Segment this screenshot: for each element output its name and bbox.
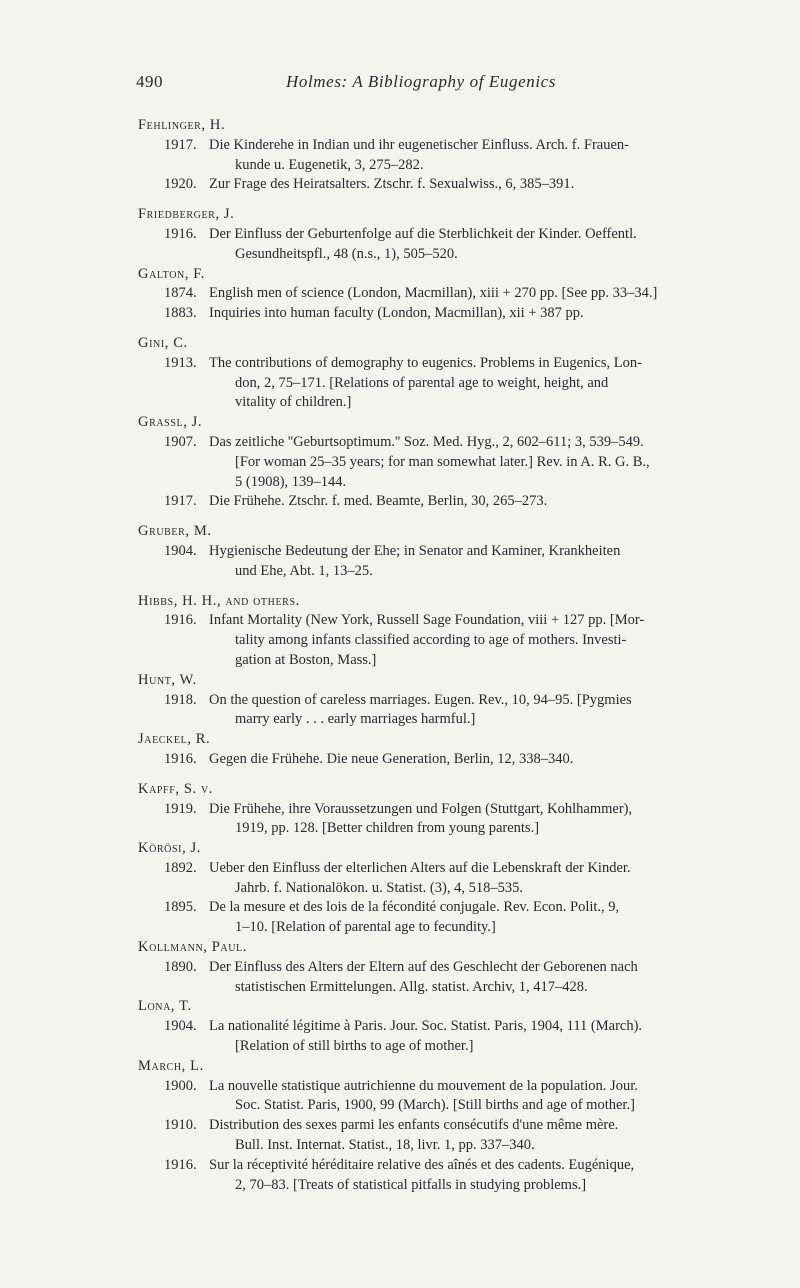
reference-text-line: statistischen Ermittelungen. Allg. statist. Archiv, 1, 417–428. <box>235 978 588 995</box>
reference-year: 1910. <box>164 1117 197 1134</box>
reference-text-line: Der Einfluss des Alters der Eltern auf des Geschlecht der Geborenen nach <box>209 958 638 975</box>
reference-year: 1913. <box>164 354 197 371</box>
reference-text-line: Die Frühehe. Ztschr. f. med. Beamte, Berlin, 30, 265–273. <box>209 493 548 510</box>
reference-text-line: tality among infants classified according to age of mothers. Investi- <box>235 632 627 649</box>
reference-year: 1904. <box>164 1018 197 1035</box>
reference-year: 1920. <box>164 176 197 193</box>
reference-item <box>164 691 774 731</box>
reference-year: 1904. <box>164 542 197 559</box>
reference-text-line: Bull. Inst. Internat. Statist., 18, livr. 1, pp. 337–340. <box>235 1137 535 1154</box>
reference-year: 1907. <box>164 433 197 450</box>
reference-text-line: [Relation of still births to age of mother.] <box>235 1038 474 1055</box>
reference-text-line: Inquiries into human faculty (London, Macmillan), xii + 387 pp. <box>209 305 584 322</box>
reference-text-line: [For woman 25–35 years; for man somewhat later.] Rev. in A. R. G. B., <box>235 453 650 470</box>
reference-year: 1895. <box>164 899 197 916</box>
entry-author: Gini, C. <box>138 334 188 351</box>
reference-text-line: Hygienische Bedeutung der Ehe; in Senator and Kaminer, Krankheiten <box>209 542 621 559</box>
reference-text-line: Die Kinderehe in Indian und ihr eugenetischer Einfluss. Arch. f. Frauen- <box>209 136 629 153</box>
entry-author: March, L. <box>138 1057 204 1074</box>
bibliography-entries <box>138 116 774 1195</box>
reference-item <box>164 898 774 938</box>
reference-item <box>164 1156 774 1196</box>
reference-item <box>164 433 774 492</box>
entry-author: Fehlinger, H. <box>138 117 226 133</box>
reference-text-line: 5 (1908), 139–144. <box>235 473 347 490</box>
reference-text-line: Das zeitliche ''Geburtsoptimum.'' Soz. Med. Hyg., 2, 602–611; 3, 539–549. <box>209 433 644 450</box>
reference-item <box>164 225 774 265</box>
reference-text-line: Der Einfluss der Geburtenfolge auf die Sterblichkeit der Kinder. Oeffentl. <box>209 225 637 242</box>
entry-author: Grassl, J. <box>138 414 203 431</box>
reference-year: 1900. <box>164 1077 197 1094</box>
reference-text-line: Zur Frage des Heiratsalters. Ztschr. f. Sexualwiss., 6, 385–391. <box>209 176 575 193</box>
reference-text-line: don, 2, 75–171. [Relations of parental age to weight, height, and <box>235 374 609 391</box>
reference-item <box>164 750 774 770</box>
reference-item <box>164 354 774 413</box>
entry-author: Kollmann, Paul. <box>138 939 247 956</box>
reference-year: 1890. <box>164 958 197 975</box>
reference-text-line: Soc. Statist. Paris, 1900, 99 (March). [Still births and age of mother.] <box>235 1097 635 1114</box>
reference-year: 1916. <box>164 1156 197 1173</box>
reference-item <box>164 611 774 670</box>
reference-text-line: Ueber den Einfluss der elterlichen Alters auf die Lebenskraft der Kinder. <box>209 859 631 876</box>
reference-item <box>164 175 774 195</box>
reference-text-line: The contributions of demography to eugenics. Problems in Eugenics, Lon- <box>209 354 642 371</box>
entry-author: Hunt, W. <box>138 671 197 688</box>
reference-item <box>164 1017 774 1057</box>
reference-text-line: De la mesure et des lois de la fécondité conjugale. Rev. Econ. Polit., 9, <box>209 899 620 916</box>
entry-author: Lona, T. <box>138 998 192 1015</box>
reference-text-line: 2, 70–83. [Treats of statistical pitfalls in studying problems.] <box>235 1176 587 1193</box>
reference-text-line: Jahrb. f. Nationalökon. u. Statist. (3), 4, 518–535. <box>235 879 523 896</box>
reference-item <box>164 800 774 840</box>
reference-text-line: English men of science (London, Macmillan), xiii + 270 pp. [See pp. 33–34.] <box>209 285 658 302</box>
page-number: 490 <box>136 72 163 91</box>
reference-text-line: kunde u. Eugenetik, 3, 275–282. <box>235 156 424 173</box>
reference-text-line: On the question of careless marriages. Eugen. Rev., 10, 94–95. [Pygmies <box>209 691 632 708</box>
reference-year: 1892. <box>164 859 197 876</box>
reference-text-line: vitality of children.] <box>235 394 352 411</box>
reference-text-line: 1–10. [Relation of parental age to fecundity.] <box>235 919 496 936</box>
reference-text-line: 1919, pp. 128. [Better children from young parents.] <box>235 820 540 837</box>
reference-text-line: Sur la réceptivité héréditaire relative des aînés et des cadents. Eugénique, <box>209 1156 635 1173</box>
reference-text-line: La nouvelle statistique autrichienne du mouvement de la population. Jour. <box>209 1077 638 1094</box>
reference-text-line: marry early . . . early marriages harmful.] <box>235 711 476 728</box>
reference-text-line: Infant Mortality (New York, Russell Sage Foundation, viii + 127 pp. [Mor- <box>209 612 645 629</box>
reference-item <box>164 859 774 899</box>
entry-author: Galton, F. <box>138 265 206 282</box>
reference-text-line: Distribution des sexes parmi les enfants consécutifs d'une même mère. <box>209 1117 619 1134</box>
reference-item <box>164 542 774 582</box>
reference-item <box>164 136 774 176</box>
reference-year: 1917. <box>164 493 197 510</box>
entry-author: Hibbs, H. H., and others. <box>138 592 300 609</box>
reference-text-line: Die Frühehe, ihre Voraussetzungen und Folgen (Stuttgart, Kohlhammer), <box>209 800 633 817</box>
reference-year: 1919. <box>164 800 197 817</box>
reference-item <box>164 304 774 324</box>
reference-text-line: gation at Boston, Mass.] <box>235 651 377 668</box>
entry-author: Jaeckel, R. <box>138 731 211 748</box>
reference-text-line: La nationalité légitime à Paris. Jour. Soc. Statist. Paris, 1904, 111 (March). <box>209 1018 643 1035</box>
reference-item <box>164 284 774 304</box>
entry-author: Körösi, J. <box>138 840 201 857</box>
running-title: Holmes: A Bibliography of Eugenics <box>286 72 557 91</box>
reference-year: 1917. <box>164 136 197 153</box>
reference-text-line: Gesundheitspfl., 48 (n.s., 1), 505–520. <box>235 245 458 262</box>
reference-year: 1874. <box>164 285 197 302</box>
reference-item <box>164 958 774 998</box>
reference-year: 1918. <box>164 691 197 708</box>
running-header <box>0 72 800 98</box>
reference-text-line: und Ehe, Abt. 1, 13–25. <box>235 562 373 579</box>
reference-item <box>164 492 774 512</box>
reference-year: 1916. <box>164 225 197 242</box>
reference-year: 1916. <box>164 612 197 629</box>
reference-item <box>164 1077 774 1117</box>
entry-author: Friedberger, J. <box>138 206 235 223</box>
entry-author: Gruber, M. <box>138 523 212 540</box>
reference-year: 1916. <box>164 750 197 767</box>
reference-item <box>164 1116 774 1156</box>
entry-author: Kapff, S. v. <box>138 780 213 797</box>
reference-text-line: Gegen die Frühehe. Die neue Generation, Berlin, 12, 338–340. <box>209 750 574 767</box>
reference-year: 1883. <box>164 305 197 322</box>
